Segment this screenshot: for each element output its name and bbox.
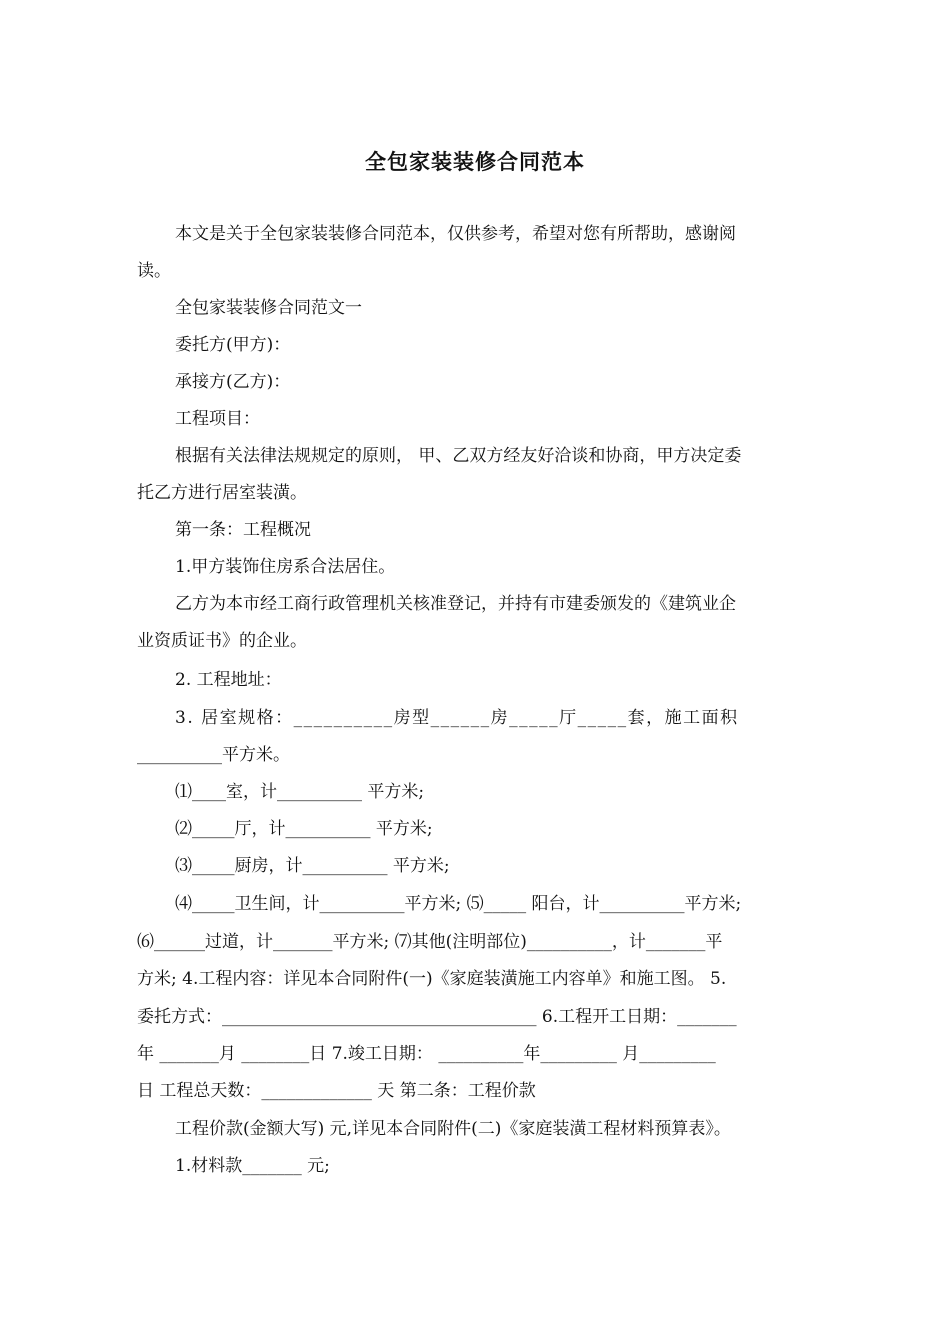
item-1-line: 1.甲方装饰住房系合法居住。 (175, 557, 396, 577)
party-b-line: 承接方(乙方)： (175, 372, 291, 392)
price-line: 工程价款(金额大写) 元,详见本合同附件(二)《家庭装潢工程材料预算表》。 (175, 1119, 731, 1139)
material-cost-line: 1.材料款_______ 元; (175, 1156, 330, 1176)
article-1-heading: 第一条：工程概况 (175, 520, 311, 540)
party-a-line: 委托方(甲方)： (175, 335, 291, 355)
preamble-line-1: 根据有关法律法规规定的原则， 甲、乙双方经友好洽谈和协商，甲方决定委 (175, 446, 742, 466)
room-3-line: ⑶_____厨房，计__________ 平方米; (175, 856, 450, 876)
preamble-line-2: 托乙方进行居室装潢。 (137, 483, 307, 503)
room-1-line: ⑴____室，计__________ 平方米; (175, 782, 425, 802)
party-b-qualification-line-1: 乙方为本市经工商行政管理机关核准登记，并持有市建委颁发的《建筑业企 (175, 594, 736, 614)
sample-heading: 全包家装装修合同范文一 (175, 298, 362, 318)
room-2-line: ⑵_____厅，计__________ 平方米; (175, 819, 433, 839)
total-days-line: 日 工程总天数：_____________ 天 第二条：工程价款 (137, 1081, 536, 1101)
delegation-line: 委托方式：_____________________________________ 6.工程开工日期：_______ (137, 1007, 737, 1027)
intro-line-1: 本文是关于全包家装装修合同范本，仅供参考，希望对您有所帮助，感谢阅 (175, 224, 736, 244)
party-b-qualification-line-2: 业资质证书》的企业。 (137, 631, 307, 651)
intro-line-2: 读。 (137, 261, 171, 281)
room-4-5-line: ⑷_____卫生间，计__________平方米; ⑸_____ 阳台，计__________平方米; (175, 894, 742, 914)
item-3-line-2: __________平方米。 (137, 745, 290, 765)
dates-line: 年 _______月 ________日 7.竣工日期： __________年_________ 月_________ (137, 1044, 716, 1064)
work-content-line: 方米; 4.工程内容：详见本合同附件(一)《家庭装潢施工内容单》和施工图。 5. (137, 969, 727, 989)
document-title: 全包家装装修合同范本 (365, 149, 585, 174)
room-6-7-line: ⑹______过道，计_______平方米; ⑺其他(注明部位)__________，计_______平 (137, 932, 723, 952)
item-3-line-1: 3. 居室规格：__________房型______房_____厅_____套，施工面积 (175, 708, 739, 728)
item-2-line: 2. 工程地址： (175, 670, 282, 690)
project-line: 工程项目： (175, 409, 260, 429)
